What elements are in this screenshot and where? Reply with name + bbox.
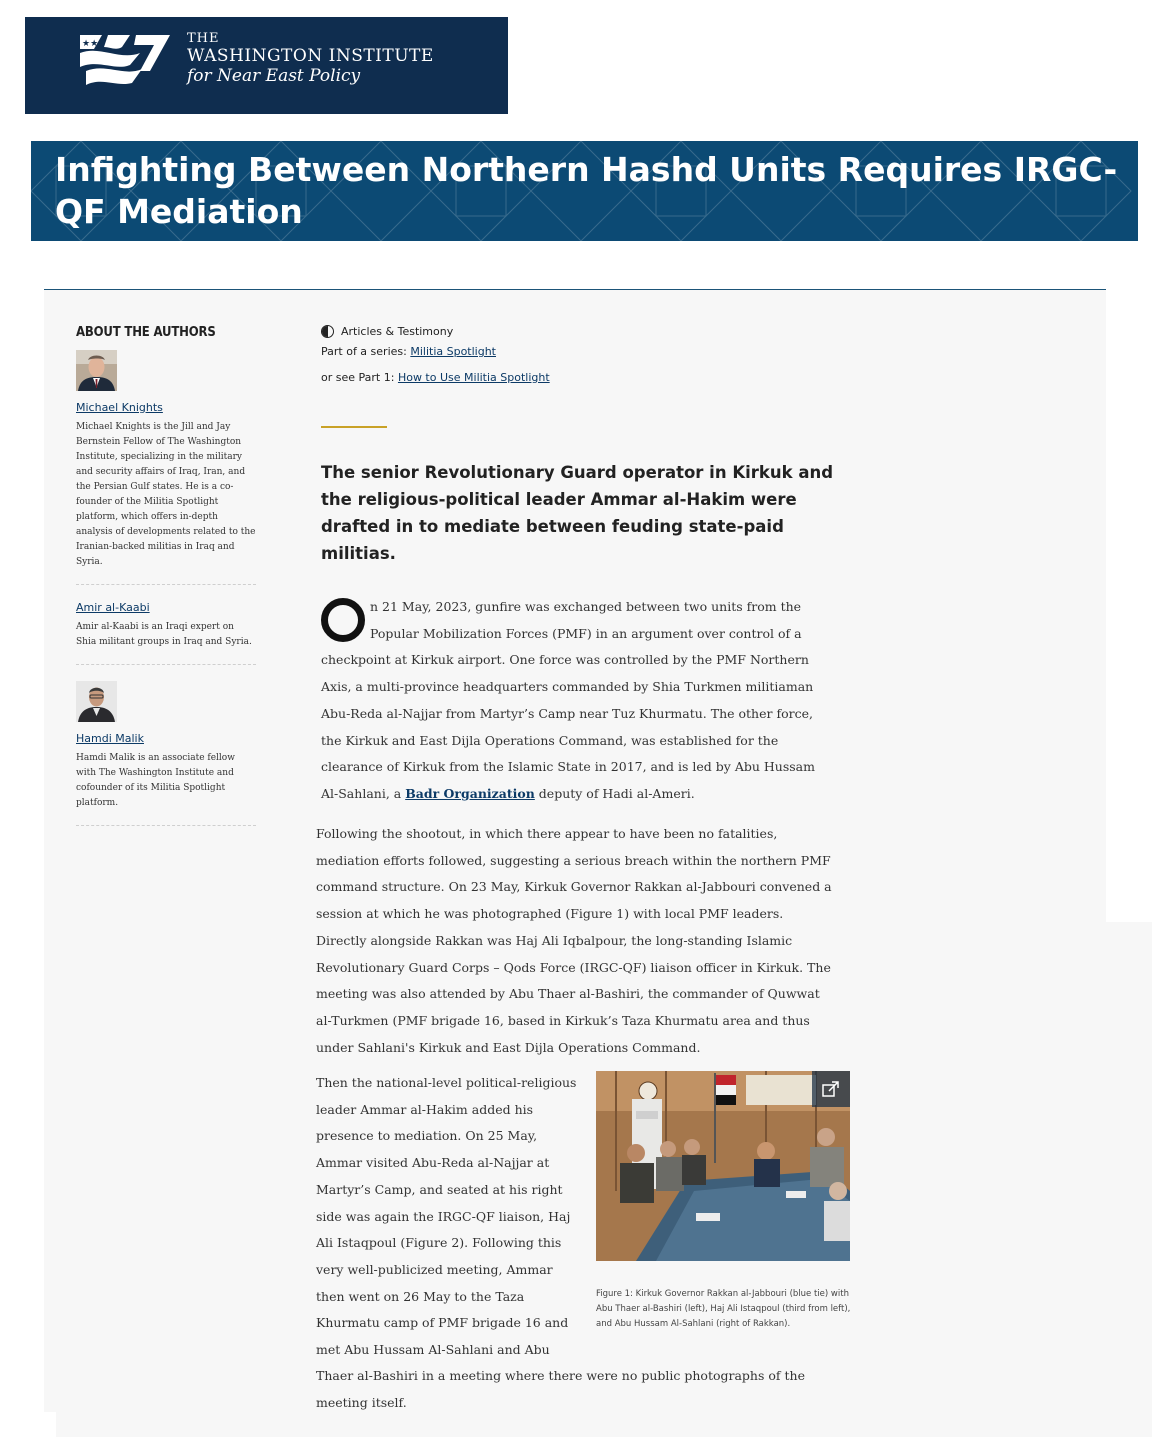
author-card: [76, 681, 256, 826]
washington-institute-flag-logo: [80, 31, 170, 89]
avatar[interactable]: [76, 350, 117, 391]
author-bio: Hamdi Malik is an associate fellow with The Washington Institute and cofounder of its Militia Spotlight platform.: [76, 753, 235, 808]
about-authors-heading: ABOUT THE AUTHORS: [76, 325, 216, 340]
p1-text: n 21 May, 2023, gunfire was exchanged between two units from the Popular Mobilization Forces (PMF) in an argument over control of a checkpoint at Kirkuk airport. One force was controlled by the PMF Northern Axis, a multi-province headquarters commanded by Shia Turkmen militiaman Abu-Reda al-Najjar from Martyr’s Camp near Tuz Khurmatu. The other force, the Kirkuk and East Dijla Operations Command, was established for the clearance of Kirkuk from the Islamic State in 2017, and is led by Abu Hussam Al-Sahlani, a: [321, 599, 815, 801]
part1-prefix: or see Part 1:: [321, 371, 395, 384]
author-name-link[interactable]: Michael Knights: [76, 401, 163, 414]
article-title: Infighting Between Northern Hashd Units Requires IRGC-QF Mediation: [55, 150, 1118, 231]
author-card: [76, 350, 256, 585]
body-paragraph-1: [321, 594, 833, 808]
drop-cap: [321, 598, 365, 642]
content-top-divider: [44, 289, 1106, 290]
author-name-link[interactable]: Amir al-Kaabi: [76, 601, 150, 614]
logo-institute-name: WASHINGTON INSTITUTE: [187, 46, 434, 66]
logo-text: [187, 31, 434, 86]
author-bio: Amir al-Kaabi is an Iraqi expert on Shia militant groups in Iraq and Syria.: [76, 622, 252, 647]
figure-1-caption: Figure 1: Kirkuk Governor Rakkan al-Jabbouri (blue tie) with Abu Thaer al-Bashiri (left), Haj Ali Istaqpoul (third from left), and Abu Hussam Al-Sahlani (right of Rakkan).: [596, 1289, 851, 1329]
half-circle-icon: [321, 325, 334, 338]
gold-divider: [321, 426, 387, 428]
logo-the: THE: [187, 31, 220, 46]
badr-organization-link[interactable]: Badr Organization: [405, 785, 535, 801]
series-line: [321, 344, 851, 360]
body-paragraph-2: Following the shootout, in which there appear to have been no fatalities, mediation efforts followed, suggesting a serious breach within the northern PMF command structure. On 23 May, Kirkuk Governor Rakkan al-Jabbouri convened a session at which he was photographed (Figure 1) with local PMF leaders. Directly alongside Rakkan was Haj Ali Iqbalpour, the long-standing Islamic Revolutionary Guard Corps – Qods Force (IRGC-QF) liaison officer in Kirkuk. The meeting was also attended by Abu Thaer al-Bashiri, the commander of Quwwat al-Turkmen (PMF brigade 16, based in Kirkuk’s Taza Khurmatu area and thus under Sahlani's Kirkuk and East Dijla Operations Command.: [316, 826, 832, 1055]
article-type-label: Articles & Testimony: [341, 324, 454, 338]
p1-text-end: deputy of Hadi al-Ameri.: [534, 785, 695, 801]
author-bio: Michael Knights is the Jill and Jay Bernstein Fellow of The Washington Institute, specializing in the military and security affairs of Iraq, Iran, and the Persian Gulf states. He is a co-founder of the Militia Spotlight platform, which offers in-depth analysis of developments related to the Iranian-backed militias in Iraq and Syria.: [76, 422, 256, 567]
expand-image-button[interactable]: [812, 1071, 850, 1107]
logo-subtitle: for Near East Policy: [187, 66, 361, 86]
article-meta: [321, 322, 851, 386]
body-paragraph-3-continued: Thaer al-Bashiri in a meeting where there were no public photographs of the meeting itself.: [316, 1368, 805, 1410]
about-authors-sidebar: [76, 325, 256, 842]
avatar[interactable]: [76, 681, 117, 722]
figure-1-photo[interactable]: [596, 1071, 850, 1261]
author-card: [76, 601, 256, 665]
article-type-row: [321, 322, 851, 340]
part1-line: [321, 370, 851, 386]
title-banner: [31, 141, 1138, 241]
article-lede: The senior Revolutionary Guard operator in Kirkuk and the religious-political leader Ammar al-Hakim were drafted in to mediate between feuding state-paid militias.: [321, 463, 834, 563]
series-prefix: Part of a series:: [321, 345, 407, 358]
site-logo[interactable]: [25, 17, 508, 114]
svg-text:★★: ★★: [82, 39, 99, 49]
series-link[interactable]: Militia Spotlight: [410, 345, 496, 358]
body-paragraph-3: Then the national-level political-religious leader Ammar al-Hakim added his presence to mediation. On 25 May, Ammar visited Abu-Reda al-Najjar at Martyr’s Camp, and seated at his right side was again the IRGC-QF liaison, Haj Ali Istaqpoul (Figure 2). Following this very well-publicized meeting, Ammar then went on 26 May to the Taza Khurmatu camp of PMF brigade 16 and met Abu Hussam Al-Sahlani and Abu: [316, 1075, 577, 1358]
expand-image-icon: [822, 1081, 840, 1097]
part1-link[interactable]: How to Use Militia Spotlight: [397, 371, 550, 384]
author-name-link[interactable]: Hamdi Malik: [76, 732, 144, 745]
